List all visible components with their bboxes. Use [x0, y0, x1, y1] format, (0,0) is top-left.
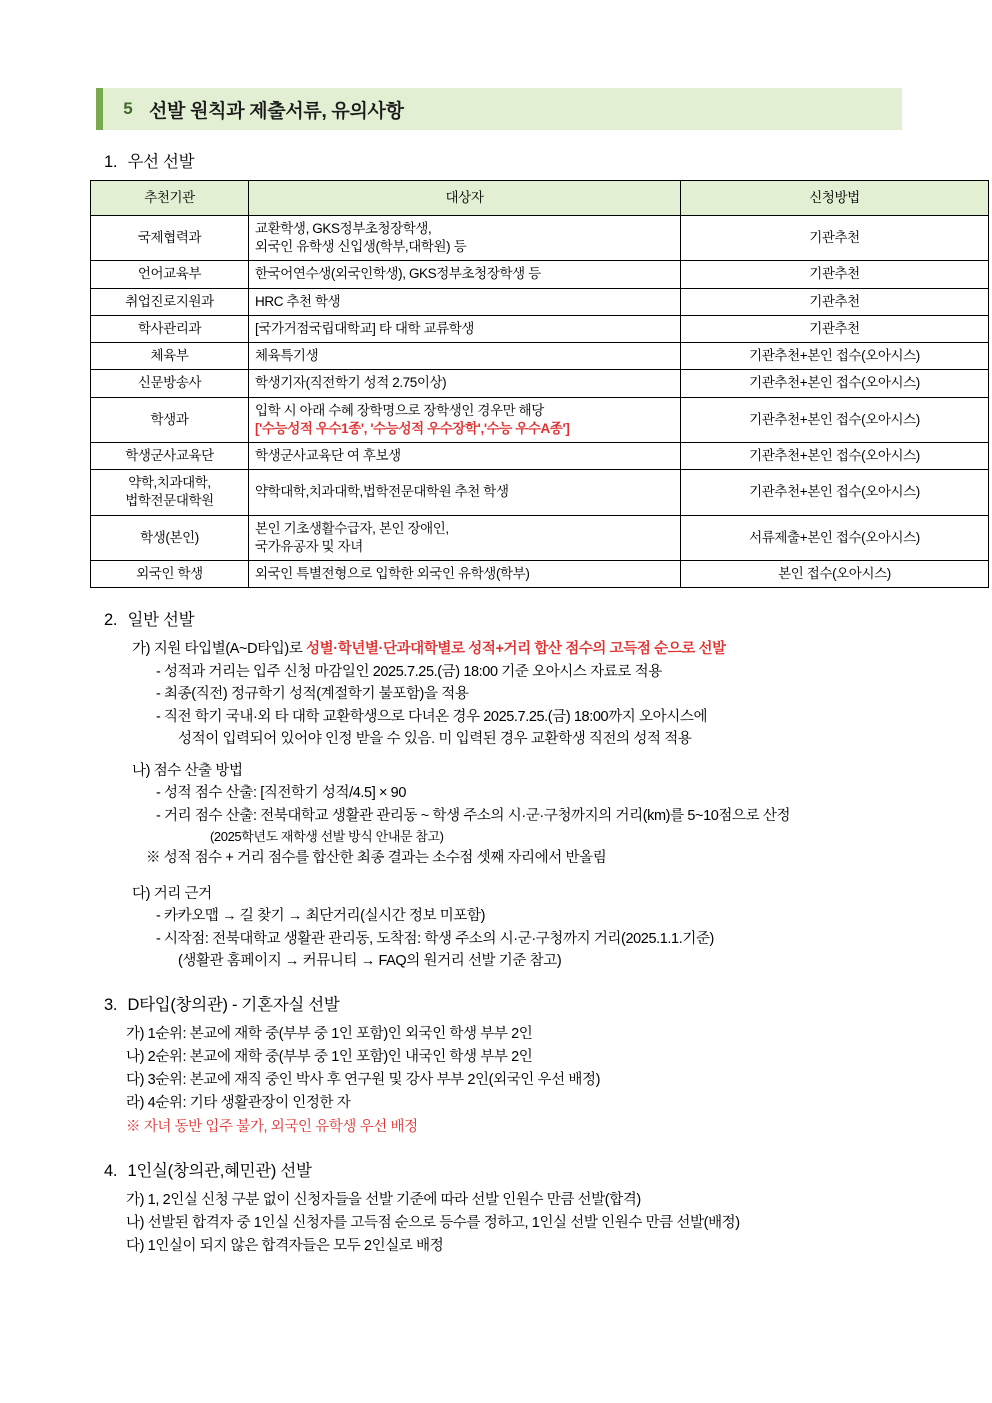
- table-row: [91, 470, 989, 515]
- cell-method: 서류제출+본인 접수(오아시스): [681, 515, 989, 560]
- cell-target: [249, 515, 681, 560]
- cell-method: 기관추천+본인 접수(오아시스): [681, 442, 989, 469]
- table-row: [91, 261, 989, 288]
- item2-ga: [132, 638, 932, 660]
- cell-org: 외국인 학생: [91, 561, 249, 588]
- table-row: [91, 397, 989, 442]
- heading-priority-selection: [104, 148, 932, 172]
- item3-line-1: 가) 1순위: 본교에 재학 중(부부 중 1인 포함)인 외국인 학생 부부 2인: [126, 1025, 533, 1042]
- cell-target: HRC 추천 학생: [249, 288, 681, 315]
- heading-2-number: 2.: [104, 611, 118, 630]
- cell-method: 기관추천+본인 접수(오아시스): [681, 370, 989, 397]
- cell-target-line2-highlight: ['수능성적 우수1종', '수능성적 우수장학','수능 우수A종']: [255, 420, 570, 436]
- cell-org: 취업진로지원과: [91, 288, 249, 315]
- cell-org-line2: 법학전문대학원: [125, 493, 214, 509]
- table-row: [91, 370, 989, 397]
- table-row: [91, 216, 989, 261]
- cell-target: [249, 397, 681, 442]
- cell-target: 학생기자(직전학기 성적 2.75이상): [249, 370, 681, 397]
- item2-da-label: 다): [132, 886, 151, 902]
- cell-org: 언어교육부: [91, 261, 249, 288]
- item2-na-subnote: (2025학년도 재학생 선발 방식 안내문 참고): [210, 829, 444, 845]
- cell-target: [249, 216, 681, 261]
- cell-org-line1: 약학,치과대학,: [128, 475, 211, 491]
- cell-method: 기관추천: [681, 315, 989, 342]
- cell-org: [91, 470, 249, 515]
- item4-line-2: 나) 선발된 합격자 중 1인실 신청자를 고득점 순으로 등수를 정하고, 1인실 선발 인원수 만큼 선발(배정): [126, 1215, 740, 1231]
- cell-method: 기관추천+본인 접수(오아시스): [681, 343, 989, 370]
- item2-da-dash-2: - 시작점: 전북대학교 생활관 관리동, 도착점: 학생 주소의 시·군·구청까지 거리(2025.1.1.기준): [156, 930, 714, 947]
- cell-target: 학생군사교육단 여 후보생: [249, 442, 681, 469]
- item2-ga-dash-1: - 성적과 거리는 입주 신청 마감일인 2025.7.25.(금) 18:00 기준 오아시스 자료로 적용: [156, 663, 662, 680]
- col-header-org: 추천기관: [91, 181, 249, 216]
- item4-line-3: 다) 1인실이 되지 않은 합격자들은 모두 2인실로 배정: [126, 1238, 444, 1255]
- item2-da-dash-1: - 카카오맵 → 길 찾기 → 최단거리(실시간 정보 미포함): [156, 908, 486, 925]
- item2-da-subnote: (생활관 홈페이지 → 커뮤니티 → FAQ의 원거리 선발 기준 참고): [178, 953, 562, 970]
- heading-4-title: 1인실(창의관,혜민관) 선발: [127, 1161, 312, 1180]
- heading-1-title: 우선 선발: [127, 153, 195, 171]
- item2-da: [132, 883, 932, 905]
- cell-target: 외국인 특별전형으로 입학한 외국인 유학생(학부): [249, 561, 681, 588]
- cell-target: [국가거점국립대학교] 타 대학 교류학생: [249, 315, 681, 342]
- cell-org: 학사관리과: [91, 315, 249, 342]
- item2-da-title: 거리 근거: [153, 886, 212, 902]
- heading-dtype-selection: [104, 991, 932, 1015]
- cell-target-line2: 국가유공자 및 자녀: [255, 538, 363, 554]
- table-row: [91, 442, 989, 469]
- section-header: [96, 88, 902, 130]
- cell-target-line1: 입학 시 아래 수혜 장학명으로 장학생인 경우만 해당: [255, 402, 544, 418]
- item2-na-dash-1: - 성적 점수 산출: [직전학기 성적/4.5] × 90: [156, 785, 406, 802]
- table-row: [91, 315, 989, 342]
- cell-method: 기관추천+본인 접수(오아시스): [681, 470, 989, 515]
- table-row: [91, 561, 989, 588]
- section-title: 선발 원칙과 제출서류, 유의사항: [149, 100, 404, 122]
- item2-ga-highlight: 성별·학년별·단과대학별로 성적+거리 합산 점수의 고득점 순으로 선발: [306, 641, 726, 658]
- cell-target-line1: 본인 기초생활수급자, 본인 장애인,: [255, 520, 449, 536]
- cell-target-line1: 교환학생, GKS정부초청장학생,: [255, 221, 432, 236]
- section-number: 5: [123, 99, 133, 118]
- heading-general-selection: [104, 606, 932, 630]
- recommendation-table: [90, 180, 989, 588]
- cell-method: 본인 접수(오아시스): [681, 561, 989, 588]
- item2-ga-dash-3-cont: 성적이 입력되어 있어야 인정 받을 수 있음. 미 입력된 경우 교환학생 직전의 성적 적용: [178, 731, 692, 748]
- col-header-target: 대상자: [249, 181, 681, 216]
- cell-org: 학생(본인): [91, 515, 249, 560]
- cell-org: 학생군사교육단: [91, 442, 249, 469]
- cell-org: 국제협력과: [91, 216, 249, 261]
- item2-na-label: 나): [132, 762, 151, 779]
- item3-warning: ※ 자녀 동반 입주 불가, 외국인 유학생 우선 배정: [126, 1118, 418, 1135]
- table-row: [91, 515, 989, 560]
- cell-target: 체육특기생: [249, 343, 681, 370]
- table-row: [91, 343, 989, 370]
- item2-na-title: 점수 산출 방법: [153, 762, 243, 779]
- item2-ga-text: 지원 타입별(A~D타입)로: [153, 641, 307, 658]
- heading-3-title: D타입(창의관) - 기혼자실 선발: [127, 995, 340, 1014]
- col-header-method: 신청방법: [681, 181, 989, 216]
- cell-method: 기관추천: [681, 261, 989, 288]
- item2-na-note: ※ 성적 점수 + 거리 점수를 합산한 최종 결과는 소수점 셋째 자리에서 반올림: [146, 849, 607, 866]
- item3-line-4: 라) 4순위: 기타 생활관장이 인정한 자: [126, 1095, 351, 1112]
- cell-method: 기관추천: [681, 288, 989, 315]
- table-header-row: [91, 181, 989, 216]
- heading-4-number: 4.: [104, 1161, 118, 1180]
- heading-1-number: 1.: [104, 153, 118, 171]
- heading-single-room-selection: [104, 1157, 932, 1181]
- cell-org: 체육부: [91, 343, 249, 370]
- item3-line-3: 다) 3순위: 본교에 재직 중인 박사 후 연구원 및 강사 부부 2인(외국인 우선 배정): [126, 1072, 601, 1089]
- item2-ga-label: 가): [132, 641, 151, 658]
- item2-na-dash-2: - 거리 점수 산출: 전북대학교 생활관 관리동 ~ 학생 주소의 시·군·구청까지의 거리(km)를 5~10점으로 산정: [156, 807, 791, 824]
- cell-method: 기관추천: [681, 216, 989, 261]
- heading-2-title: 일반 선발: [127, 611, 195, 630]
- cell-org: 신문방송사: [91, 370, 249, 397]
- cell-org: 학생과: [91, 397, 249, 442]
- item4-line-1: 가) 1, 2인실 신청 구분 없이 신청자들을 선발 기준에 따라 선발 인원수 만큼 선발(합격): [126, 1191, 641, 1208]
- item3-line-2: 나) 2순위: 본교에 재학 중(부부 중 1인 포함)인 내국인 학생 부부 2인: [126, 1049, 533, 1066]
- item2-ga-dash-2: - 최종(직전) 정규학기 성적(계절학기 불포함)을 적용: [156, 686, 469, 703]
- heading-3-number: 3.: [104, 995, 118, 1014]
- cell-target: 한국어연수생(외국인학생), GKS정부초청장학생 등: [249, 261, 681, 288]
- cell-target: 약학대학,치과대학,법학전문대학원 추천 학생: [249, 470, 681, 515]
- item2-na: [132, 760, 932, 782]
- cell-target-line2: 외국인 유학생 신입생(학부,대학원) 등: [255, 239, 467, 255]
- item2-ga-dash-3: - 직전 학기 국내·외 타 대학 교환학생으로 다녀온 경우 2025.7.25.(금) 18:00까지 오아시스에: [156, 708, 708, 725]
- cell-method: 기관추천+본인 접수(오아시스): [681, 397, 989, 442]
- table-row: [91, 288, 989, 315]
